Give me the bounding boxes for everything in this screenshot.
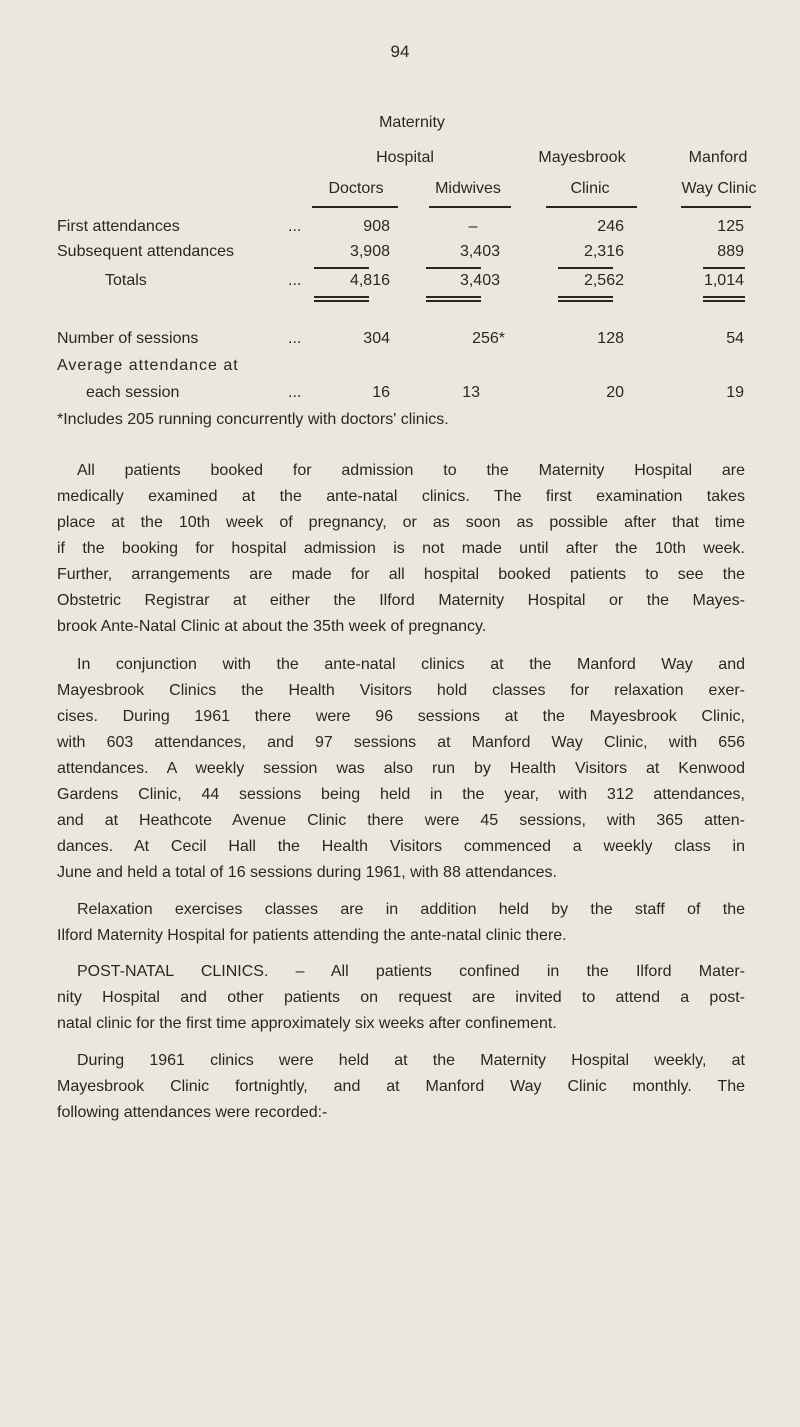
col-header-midwives: Midwives: [435, 180, 501, 197]
double-underline: [426, 296, 481, 298]
col-header-way-clinic: Way Clinic: [681, 180, 757, 197]
double-underline: [314, 296, 369, 298]
page-number: 94: [390, 42, 410, 61]
total-value: 3,403: [459, 272, 500, 289]
cell-value: 889: [717, 243, 744, 260]
row-label: each session: [86, 384, 180, 401]
cell-value: 246: [597, 218, 624, 235]
paragraph-line: medically examined at the ante-natal clinics. The first examination takes: [57, 488, 745, 505]
paragraph-line: place at the 10th week of pregnancy, or as soon as possible after that time: [57, 514, 745, 531]
cell-value: 16: [372, 384, 390, 401]
cell-value: 304: [363, 330, 390, 347]
total-value: 4,816: [349, 272, 390, 289]
cell-value: 256*: [472, 330, 505, 347]
paragraph-line: In conjunction with the ante-natal clinics at the Manford Way and: [77, 656, 745, 673]
paragraph-line: nity Hospital and other patients on request are invited to attend a post-: [57, 989, 745, 1006]
paragraph-line: cises. During 1961 there were 96 sessions at the Mayesbrook Clinic,: [57, 708, 745, 725]
total-value: 2,562: [583, 272, 624, 289]
double-underline: [703, 300, 745, 302]
row-dots: ...: [288, 330, 302, 347]
paragraph-line: Ilford Maternity Hospital for patients attending the ante-natal clinic there.: [57, 927, 567, 944]
cell-value: 2,316: [583, 243, 624, 260]
paragraph-line: All patients booked for admission to the Maternity Hospital are: [77, 462, 745, 479]
paragraph-line: with 603 attendances, and 97 sessions at Manford Way Clinic, with 656: [57, 734, 745, 751]
cell-value: 13: [462, 384, 480, 401]
double-underline: [558, 296, 613, 298]
paragraph-line: if the booking for hospital admission is not made until after the 10th week.: [57, 540, 745, 557]
paragraph-line: natal clinic for the first time approximately six weeks after confinement.: [57, 1015, 557, 1032]
row-dots: ...: [288, 384, 302, 401]
row-label-totals: Totals: [105, 272, 147, 289]
col-header-mayesbrook: Mayesbrook: [538, 149, 626, 166]
header-underline: [312, 206, 398, 208]
paragraph-line: During 1961 clinics were held at the Maternity Hospital weekly, at: [77, 1052, 745, 1069]
group-header-hospital: Hospital: [376, 149, 434, 166]
cell-value: 20: [606, 384, 624, 401]
cell-value: 128: [597, 330, 624, 347]
double-underline: [314, 300, 369, 302]
paragraph-line: Relaxation exercises classes are in addition held by the staff of the: [77, 901, 745, 918]
row-dots: ...: [288, 272, 302, 289]
paragraph-line: June and held a total of 16 sessions during 1961, with 88 attendances.: [57, 864, 557, 881]
row-label: Average attendance at: [57, 357, 239, 374]
paragraph-line: attendances. A weekly session was also run by Health Visitors at Kenwood: [57, 760, 745, 777]
col-header-doctors: Doctors: [328, 180, 384, 197]
cell-value: 125: [717, 218, 744, 235]
col-header-manford: Manford: [688, 149, 748, 166]
paragraph-line: Gardens Clinic, 44 sessions being held in the year, with 312 attendances,: [57, 786, 745, 803]
row-label: Subsequent attendances: [57, 243, 235, 260]
paragraph-line: Further, arrangements are made for all hospital booked patients to see the: [57, 566, 745, 583]
sum-underline: [703, 267, 745, 269]
double-underline: [426, 300, 481, 302]
paragraph-line: Mayesbrook Clinic fortnightly, and at Manford Way Clinic monthly. The: [57, 1078, 745, 1095]
table-footnote: *Includes 205 running concurrently with doctors' clinics.: [57, 411, 449, 428]
row-label: First attendances: [57, 218, 180, 235]
header-underline: [681, 206, 751, 208]
group-header-maternity: Maternity: [379, 114, 445, 131]
paragraph-line: POST-NATAL CLINICS. – All patients confined in the Ilford Mater-: [77, 963, 745, 980]
row-dots: ...: [288, 218, 302, 235]
col-header-clinic: Clinic: [570, 180, 610, 197]
cell-value: 3,403: [459, 243, 500, 260]
paragraph-line: Obstetric Registrar at either the Ilford Maternity Hospital or the Mayes-: [57, 592, 745, 609]
total-value: 1,014: [703, 272, 744, 289]
double-underline: [703, 296, 745, 298]
paragraph-line: Mayesbrook Clinics the Health Visitors hold classes for relaxation exer-: [57, 682, 745, 699]
cell-value: –: [468, 218, 478, 235]
paragraph-line: brook Ante-Natal Clinic at about the 35th week of pregnancy.: [57, 618, 487, 635]
paragraph-line: and at Heathcote Avenue Clinic there were 45 sessions, with 365 atten-: [57, 812, 745, 829]
double-underline: [558, 300, 613, 302]
header-underline: [429, 206, 511, 208]
cell-value: 19: [726, 384, 744, 401]
header-underline: [546, 206, 637, 208]
cell-value: 3,908: [349, 243, 390, 260]
sum-underline: [314, 267, 369, 269]
cell-value: 908: [363, 218, 390, 235]
cell-value: 54: [726, 330, 744, 347]
paragraph-line: dances. At Cecil Hall the Health Visitors commenced a weekly class in: [57, 838, 745, 855]
paragraph-line: following attendances were recorded:-: [57, 1104, 328, 1121]
sum-underline: [558, 267, 613, 269]
sum-underline: [426, 267, 481, 269]
row-label: Number of sessions: [57, 330, 199, 347]
